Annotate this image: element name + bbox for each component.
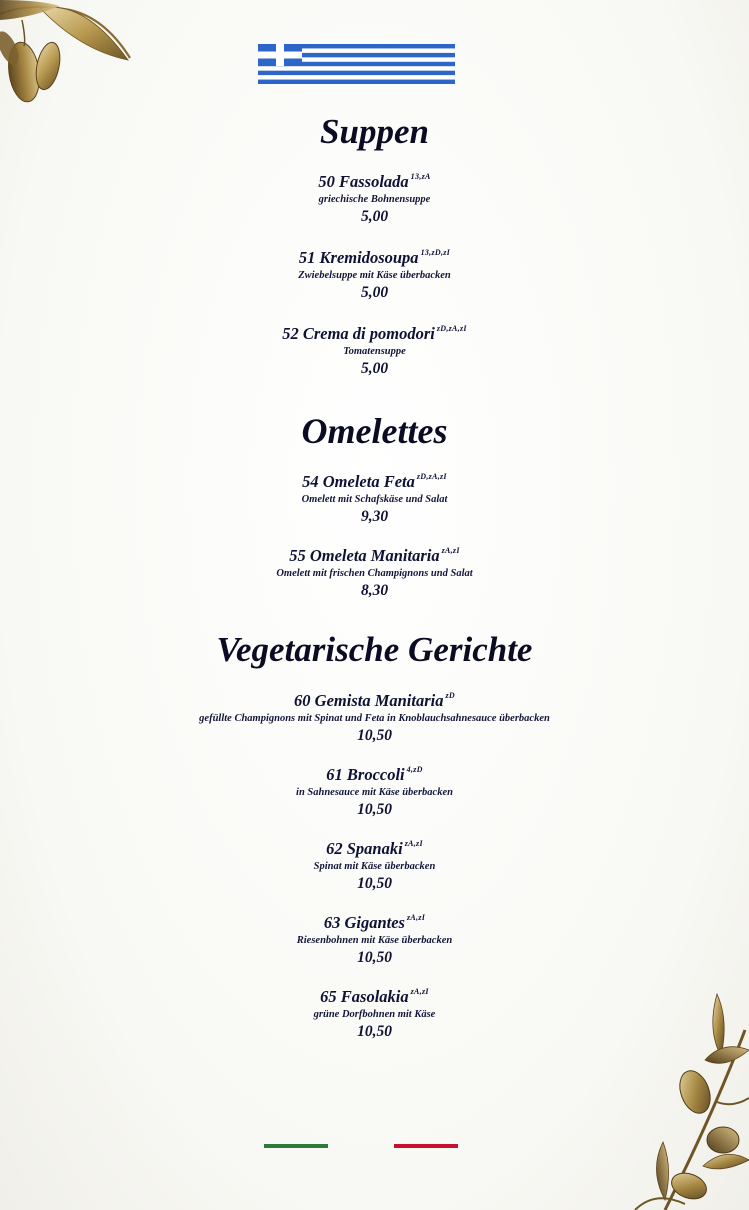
allergen-codes: zD,zA,zI (436, 324, 467, 333)
allergen-codes: 13,zA (410, 172, 431, 181)
allergen-codes: zA,zI (404, 839, 423, 848)
item-description: Spinat mit Käse überbacken (313, 861, 436, 872)
allergen-codes: 4,zD (406, 765, 423, 774)
item-name: 65 Fasolakia $^{zA,zI}$ (320, 987, 429, 1006)
item-price: 9,30 (360, 508, 389, 525)
item-name: 63 Gigantes $^{zA,zI}$ (323, 913, 426, 932)
item-description: grüne Dorfbohnen mit Käse (313, 1009, 436, 1020)
olive-branch-icon (0, 0, 135, 118)
item-price: 10,50 (357, 727, 392, 744)
allergen-codes: zD,zA,zI (416, 472, 447, 481)
allergen-codes: zA,zI (406, 913, 426, 922)
allergen-codes: zA,zI (441, 546, 460, 555)
item-name: 50 Fassolada $^{13,zA}$ (318, 172, 431, 191)
menu-item (0, 540, 749, 601)
flag-cross-horizontal (258, 52, 302, 59)
flag-stripe (258, 80, 455, 84)
greek-flag-icon (258, 44, 455, 84)
menu-item (0, 833, 749, 894)
item-description: Zwiebelsuppe mit Käse überbacken (298, 270, 451, 281)
item-price: 5,00 (360, 284, 389, 301)
item-description: Omelett mit Schafskäse und Salat (301, 494, 448, 505)
section-title-suppen: Suppen (320, 112, 429, 151)
item-price: 10,50 (357, 801, 392, 818)
item-description: gefüllte Champignons mit Spinat und Feta in Knoblauchsahnesauce überbacken (199, 713, 550, 724)
item-price: 5,00 (360, 360, 389, 377)
menu-item (0, 166, 749, 227)
item-name: 54 Omeleta Feta $^{zD,zA,zI}$ (302, 472, 447, 491)
item-description: Riesenbohnen mit Käse überbacken (296, 935, 453, 946)
menu-item (0, 685, 749, 746)
item-description: in Sahnesauce mit Käse überbacken (296, 787, 453, 798)
section-title-vegetarische-gerichte: Vegetarische Gerichte (216, 630, 533, 669)
menu-item (0, 907, 749, 968)
menu-item (0, 466, 749, 527)
allergen-codes: zD (445, 691, 455, 700)
item-price: 5,00 (360, 208, 389, 225)
item-name: 51 Kremidosoupa $^{13,zD,zI}$ (298, 248, 451, 267)
item-price: 10,50 (357, 949, 392, 966)
menu-item (0, 242, 749, 303)
item-name: 61 Broccoli $^{4,zD}$ (326, 765, 423, 784)
red-divider-line (394, 1144, 458, 1148)
item-price: 10,50 (357, 1023, 392, 1040)
flag-stripe (258, 71, 455, 75)
item-description: Tomatensuppe (343, 346, 406, 357)
menu-item (0, 759, 749, 820)
item-price: 10,50 (357, 875, 392, 892)
allergen-codes: zA,zI (410, 987, 429, 996)
menu-item (0, 318, 749, 379)
olive-branch-icon (625, 990, 749, 1210)
item-price: 8,30 (360, 582, 389, 599)
item-name: 62 Spanaki $^{zA,zI}$ (326, 839, 423, 858)
section-title-omelettes: Omelettes (301, 411, 448, 451)
item-name: 52 Crema di pomodori $^{zD,zA,zI}$ (282, 324, 467, 343)
item-description: Omelett mit frischen Champignons und Salat (276, 568, 473, 579)
green-divider-line (264, 1144, 328, 1148)
item-description: griechische Bohnensuppe (318, 194, 431, 205)
item-name: 55 Omeleta Manitaria $^{zA,zI}$ (289, 546, 460, 565)
item-name: 60 Gemista Manitaria $^{zD}$ (294, 691, 455, 710)
allergen-codes: 13,zD,zI (420, 248, 451, 257)
